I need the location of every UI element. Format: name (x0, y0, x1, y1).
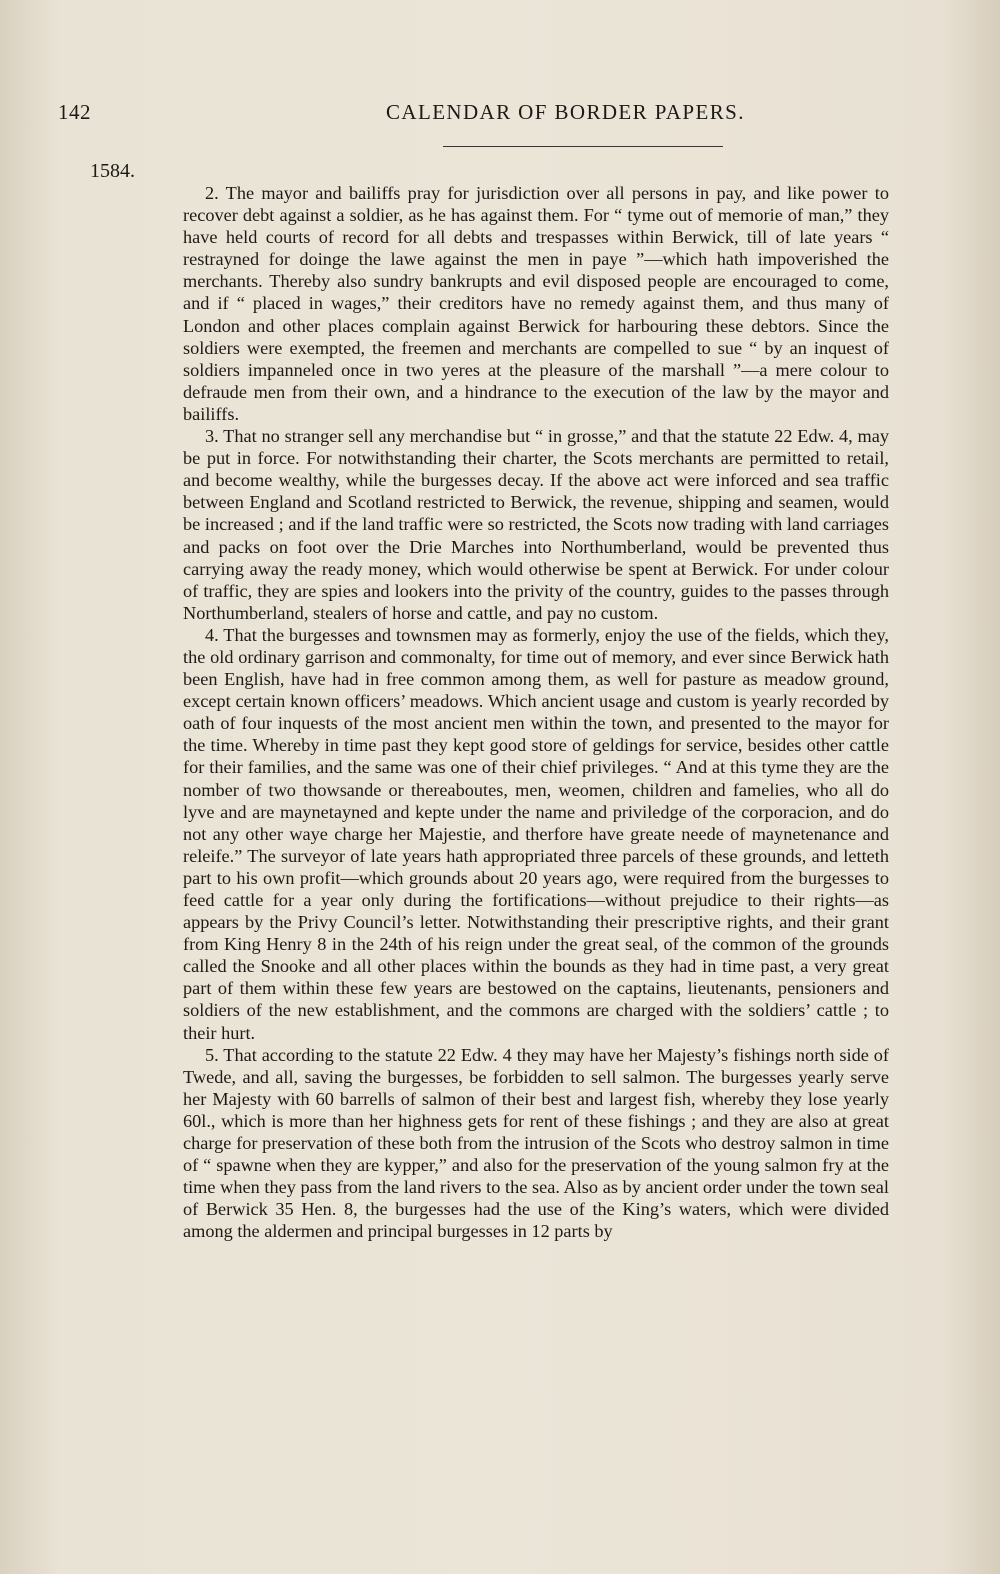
page-number: 142 (58, 100, 91, 124)
paragraph-2: 2. The mayor and bailiffs pray for jurisdiction over all persons in pay, and like power to recover debt against a soldier, as he has against them. For “ tyme out of memorie of man,” they have held courts of record for all debts and trespasses within Berwick, till of late years “ restrayned for doinge the lawe against the men in paye ”—which hath impoverished the merchants. Thereby also sundry bankrupts and evil disposed people are encouraged to come, and if “ placed in wages,” their creditors have no remedy against them, and thus many of London and other places complain against Berwick for harbouring these debtors. Since the soldiers were exempted, the freemen and merchants are compelled to sue “ by an inquest of soldiers impanneled once in two yeres at the pleasure of the marshall ”—a mere colour to defraude men from their own, and a hindrance to the execution of the law by the mayor and bailiffs. (183, 183, 889, 424)
margin-year: 1584. (90, 160, 135, 182)
header-rule (443, 146, 723, 147)
paragraph-3: 3. That no stranger sell any merchandise but “ in grosse,” and that the statute 22 Edw. 4, may be put in force. For notwithstanding their charter, the Scots merchants are permitted to retail, and become wealthy, while the burgesses decay. If the above act were inforced and sea traffic between England and Scotland restricted to Berwick, the revenue, shipping and seamen, would be increased ; and if the land traffic were so restricted, the Scots now trading with land carriages and packs on foot over the Drie Marches into Northumberland, would be prevented thus carrying away the ready money, which would otherwise be spent at Berwick. For under colour of traffic, they are spies and lookers into the privity of the country, guides to the passes through Northumberland, stealers of horse and cattle, and pay no custom. (183, 426, 889, 623)
running-title: CALENDAR OF BORDER PAPERS. (386, 100, 745, 124)
paragraph-4: 4. That the burgesses and townsmen may as formerly, enjoy the use of the fields, which they, the old ordinary garrison and commonalty, for time out of memory, and ever since Berwick hath been English, have had in free common among them, as well for pasture as meadow ground, except certain known officers’ meadows. Which ancient usage and custom is yearly recorded by oath of four inquests of the most ancient men within the town, and presented to the mayor for the time. Whereby in time past they kept good store of geldings for service, besides other cattle for their families, and the same was one of their chief privileges. “ And at this tyme they are the nomber of two thowsande or thereaboutes, men, weomen, children and famelies, who all do lyve and are maynetayned and kepte under the name and priviledge of the corporacion, and do not any other waye charge her Majestie, and therfore have greate neede of maynetenance and releife.” The surveyor of late years hath appropriated three parcels of these grounds, and letteth part to his own profit—which grounds about 20 years ago, were required from the burgesses to feed cattle for a year only during the fortifications—without prejudice to their rights—as appears by the Privy Council’s letter. Notwithstanding their prescriptive rights, and their grant from King Henry 8 in the 24th of his reign under the great seal, of the common of the grounds called the Snooke and all other places within the bounds as they had in time past, a very great part of them within these few years are bestowed on the captains, lieutenants, pensioners and soldiers of the new establishment, and the commons are charged with the soldiers’ cattle ; to their hurt. (183, 624, 889, 1043)
paragraph-5: 5. That according to the statute 22 Edw. 4 they may have her Majesty’s fishings north side of Twede, and all, saving the burgesses, be forbidden to sell salmon. The burgesses yearly serve her Majesty with 60 barrells of salmon of their best and largest fish, whereby they lose yearly 60l., which is more than her highness gets for rent of these fishings ; and they are also at great charge for preservation of these both from the intrusion of the Scots who destroy salmon in time of “ spawne when they are kypper,” and also for the preservation of the young salmon fry at the time when they pass from the land rivers to the sea. Also as by ancient order under the town seal of Berwick 35 Hen. 8, the burgesses had the use of the King’s waters, which were divided among the aldermen and principal burgesses in 12 parts by (183, 1044, 889, 1242)
body-text (183, 182, 889, 1243)
page-header (58, 100, 938, 136)
